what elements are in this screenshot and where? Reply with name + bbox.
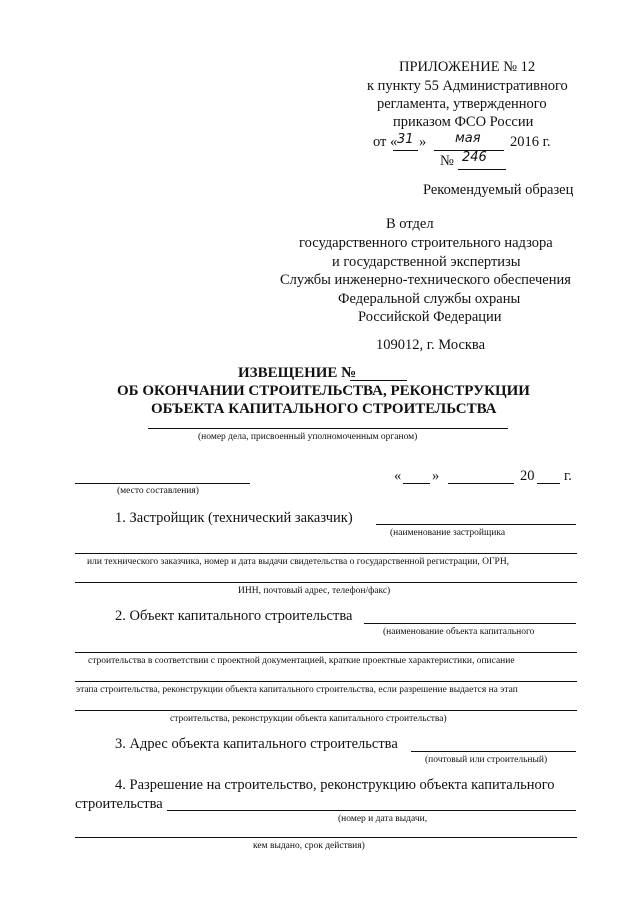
section1-caption: (наименование застройщика [390, 528, 506, 538]
section2-caption: (наименование объекта капитального [383, 627, 535, 637]
section1-label: 1. Застройщик (технический заказчик) [115, 510, 353, 526]
appendix-line: к пункту 55 Административного [367, 78, 568, 94]
section2-caption: строительства в соответствии с проектной документацией, краткие проектные характеристики, описание [88, 656, 515, 666]
date-close-quote: » [432, 468, 440, 484]
section2-caption: этапа строительства, реконструкции объекта капитального строительства, если разрешение выдается на этап [76, 685, 518, 695]
section3-label: 3. Адрес объекта капитального строительства [115, 736, 398, 752]
notice-subtitle: ОБЪЕКТА КАПИТАЛЬНОГО СТРОИТЕЛЬСТВА [151, 401, 497, 417]
section3-caption: (почтовый или строительный) [425, 755, 548, 765]
section2-label: 2. Объект капитального строительства [115, 608, 353, 624]
appendix-title: ПРИЛОЖЕНИЕ № 12 [399, 59, 536, 75]
section4-caption: (номер и дата выдачи, [338, 814, 428, 824]
recipient-line: Федеральной службы охраны [338, 291, 521, 307]
section2-line [75, 652, 577, 653]
notice-title: ИЗВЕЩЕНИЕ № [238, 365, 357, 381]
notice-number-line [350, 380, 407, 381]
date-year-blank [537, 483, 560, 484]
section1-line [75, 582, 577, 583]
appendix-date-year: 2016 г. [510, 134, 551, 150]
appendix-date-month: мая [455, 131, 481, 146]
recipient-line: и государственной экспертизы [332, 254, 521, 270]
appendix-number-prefix: № [440, 153, 454, 169]
appendix-line: приказом ФСО России [393, 114, 534, 130]
recommended-sample: Рекомендуемый образец [423, 182, 574, 198]
recipient-line: В отдел [386, 216, 434, 232]
recipient-address: 109012, г. Москва [376, 337, 486, 353]
date-day-blank [403, 483, 430, 484]
recipient-line: Российской Федерации [358, 309, 502, 325]
date-year-suffix: г. [564, 468, 572, 484]
date-day-line [393, 150, 418, 151]
section4-line [75, 837, 577, 838]
place-caption: (место составления) [117, 486, 199, 496]
section4-label: строительства [75, 796, 163, 812]
section1-line [75, 553, 577, 554]
section2-line [75, 710, 577, 711]
section4-line [167, 810, 576, 811]
section2-caption: строительства, реконструкции объекта капитального строительства) [170, 714, 447, 724]
notice-subtitle: ОБ ОКОНЧАНИИ СТРОИТЕЛЬСТВА, РЕКОНСТРУКЦИИ [117, 383, 530, 399]
appendix-date-mid: » [419, 134, 427, 150]
recipient-line: Службы инженерно-технического обеспечения [280, 272, 571, 288]
case-number-caption: (номер дела, присвоенный уполномоченным органом) [198, 432, 418, 442]
section1-caption: ИНН, почтовый адрес, телефон/факс) [238, 586, 391, 596]
section4-caption: кем выдано, срок действия) [253, 841, 365, 851]
recipient-line: государственного строительного надзора [299, 235, 553, 251]
date-open-quote: « [394, 468, 402, 484]
appendix-line: регламента, утвержденного [377, 96, 547, 112]
place-line [75, 483, 250, 484]
appendix-date-prefix: от « [373, 134, 398, 150]
appendix-date-day: 31 [397, 132, 414, 147]
date-month-blank [448, 483, 514, 484]
section2-line [364, 623, 576, 624]
case-number-line [148, 428, 508, 429]
section4-label: 4. Разрешение на строительство, реконструкцию объекта капитального [115, 777, 555, 793]
number-line [458, 169, 506, 170]
section2-line [75, 681, 577, 682]
appendix-number-value: 246 [462, 150, 487, 165]
section1-line [376, 524, 576, 525]
date-century: 20 [520, 468, 535, 484]
section1-caption: или технического заказчика, номер и дата выдачи свидетельства о государственной регистрации, ОГРН, [87, 557, 510, 567]
section3-line [411, 751, 576, 752]
